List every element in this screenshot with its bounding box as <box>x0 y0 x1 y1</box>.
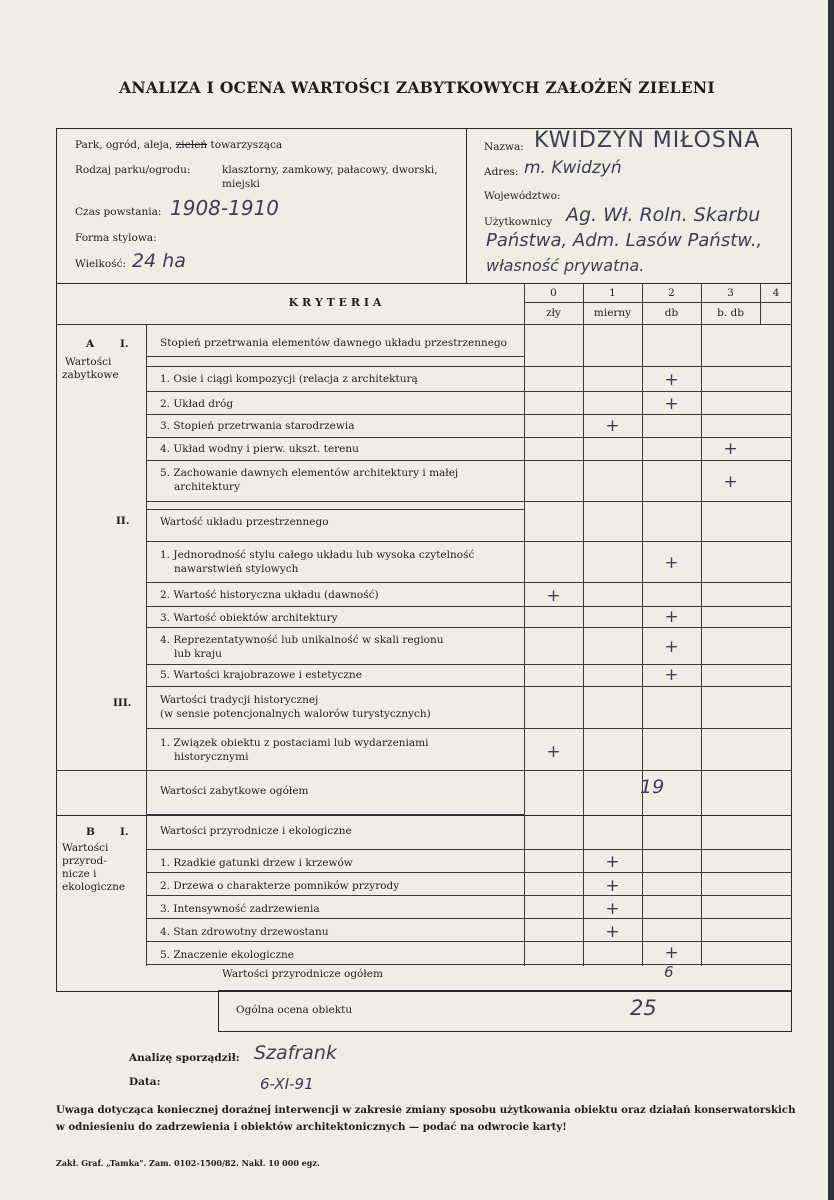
data-value: 6-XI-91 <box>260 1075 314 1093</box>
criterion-a2-4-cont: lub kraju <box>174 648 222 660</box>
overall-label: Ogólna ocena obiektu <box>236 1004 353 1016</box>
score-row-line-0 <box>524 366 792 367</box>
score-row-line-15 <box>524 872 792 873</box>
uwaga-line-2: w odniesieniu do zadrzewienia i obiektów architektonicznych — podać na odwrocie karty! <box>56 1121 567 1133</box>
overall-value: 25 <box>630 996 657 1020</box>
score-mark-section-a-sub2-items-1: + <box>664 553 679 573</box>
section-a-sub2-title: Wartość układu przestrzennego <box>160 516 329 528</box>
score-row-line-2 <box>524 414 792 415</box>
criterion-b1-4: 4. Stan zdrowotny drzewostanu <box>160 926 329 938</box>
row-line-5 <box>146 460 524 461</box>
row-line-3 <box>146 414 524 415</box>
category-column-line <box>146 324 147 966</box>
score-label-3: b. db <box>717 307 744 319</box>
score-row-line-6 <box>524 541 792 542</box>
col-line-1 <box>583 284 584 966</box>
row-line-16 <box>146 849 524 850</box>
score-row-line-14 <box>524 849 792 850</box>
rodzaj-label: Rodzaj parku/ogrodu: <box>75 164 191 176</box>
score-num-4: 4 <box>772 287 780 299</box>
section-b-title-4: ekologiczne <box>62 881 126 893</box>
score-mark-section-b-sub1-items-2: + <box>605 876 620 896</box>
header-mid-line <box>524 302 792 303</box>
wojewodztwo-label: Województwo: <box>484 190 561 202</box>
data-label: Data: <box>129 1076 161 1088</box>
score-row-line-4 <box>524 460 792 461</box>
section-b-title-2: przyrod- <box>62 855 107 867</box>
header-bottom-line <box>56 324 792 325</box>
score-mark-section-a-sub1-items-2: + <box>664 394 679 414</box>
criterion-a1-5: 5. Zachowanie dawnych elementów architektury i małej <box>160 467 459 479</box>
criterion-a2-3: 3. Wartość obiektów architektury <box>160 612 338 624</box>
uzytkownicy-label: Użytkownicy <box>484 216 553 228</box>
score-num-3: 3 <box>727 287 734 299</box>
score-label-2: db <box>664 307 679 319</box>
score-num-0: 0 <box>550 287 557 299</box>
criterion-a2-5: 5. Wartości krajobrazowe i estetyczne <box>160 669 362 681</box>
section-a-total-value: 19 <box>640 776 665 798</box>
section-b-title-3: nicze i <box>62 868 97 880</box>
row-line-total-a-top <box>56 770 792 771</box>
criterion-a2-2: 2. Wartość historyczna układu (dawność) <box>160 589 379 601</box>
czas-value: 1908-1910 <box>170 196 280 220</box>
adres-value: m. Kwidzyń <box>524 158 622 178</box>
score-row-line-16 <box>524 895 792 896</box>
wielkosc-label: Wielkość: <box>75 258 127 270</box>
score-num-2: 2 <box>668 287 675 299</box>
section-b-title-1: Wartości <box>62 842 109 854</box>
criterion-a1-3: 3. Stopień przetrwania starodrzewia <box>160 420 355 432</box>
info-divider <box>466 128 467 284</box>
score-mark-section-a-sub2-items-3: + <box>664 607 679 627</box>
nazwa-label: Nazwa: <box>484 141 524 153</box>
section-a-sub3-title-1: Wartości tradycji historycznej <box>160 694 319 706</box>
section-b-total-value: 6 <box>664 963 674 981</box>
score-mark-section-a-sub1-items-5: + <box>723 472 738 492</box>
score-row-line-1 <box>524 391 792 392</box>
row-line-sub3 <box>146 686 792 687</box>
form-title: ANALIZA I OCENA WARTOŚCI ZABYTKOWYCH ZAŁOŻEŃ ZIELENI <box>119 78 715 97</box>
score-row-line-5 <box>524 501 792 502</box>
score-mark-section-b-sub1-items-3: + <box>605 899 620 919</box>
row-line-6 <box>146 501 524 502</box>
criterion-a2-4: 4. Reprezentatywność lub unikalność w skali regionu <box>160 634 444 646</box>
criterion-a1-1: 1. Osie i ciągi kompozycji (relacja z architekturą <box>160 373 418 385</box>
row-line-15 <box>146 814 524 815</box>
section-a-roman-2: II. <box>116 515 130 527</box>
row-line-sub2 <box>146 509 524 510</box>
section-a-sub3-title-2: (w sensie potencjonalnych walorów turystycznych) <box>160 708 431 720</box>
score-num-1: 1 <box>609 287 616 299</box>
score-row-line-10 <box>524 664 792 665</box>
score-mark-section-b-sub1-items-1: + <box>605 852 620 872</box>
uzytkownicy-value-3: własność prywatna. <box>486 256 645 275</box>
kryteria-heading: K R Y T E R I A <box>288 296 382 309</box>
score-mark-section-a-sub1-items-4: + <box>723 439 738 459</box>
score-row-line-8 <box>524 606 792 607</box>
score-mark-section-a-sub2-items-5: + <box>664 665 679 685</box>
rodzaj-options-1: klasztorny, zamkowy, pałacowy, dworski, <box>222 164 438 176</box>
park-label: Park, ogród, aleja, zieleń towarzysząca <box>75 139 283 151</box>
criterion-b1-3: 3. Intensywność zadrzewienia <box>160 903 320 915</box>
score-mark-section-a-sub1-items-1: + <box>664 370 679 390</box>
wielkosc-value: 24 ha <box>132 250 186 272</box>
section-b-letter: B <box>86 826 95 838</box>
criterion-a2-1-cont: nawarstwień stylowych <box>174 563 299 575</box>
score-label-1: mierny <box>593 307 632 319</box>
section-b-sub1-title: Wartości przyrodnicze i ekologiczne <box>160 825 352 837</box>
analize-label: Analizę sporządził: <box>129 1052 240 1064</box>
score-row-line-17 <box>524 918 792 919</box>
row-line-9 <box>146 606 524 607</box>
score-mark-section-b-sub1-items-4: + <box>605 922 620 942</box>
score-mark-section-a-sub2-items-2: + <box>546 586 561 606</box>
section-a-title-1: Wartości <box>65 356 112 368</box>
section-a-roman: I. <box>120 338 129 350</box>
criterion-a1-5-cont: architektury <box>174 481 241 493</box>
row-line-20 <box>146 941 524 942</box>
row-line-10 <box>146 627 524 628</box>
criterion-a3-1: 1. Związek obiektu z postaciami lub wydarzeniami <box>160 737 429 749</box>
row-line-18 <box>146 895 524 896</box>
criterion-a1-4: 4. Układ wodny i pierw. ukszt. terenu <box>160 443 359 455</box>
print-info: Zakł. Graf. „Tamka". Zam. 0102-1500/82. Nakł. 10 000 egz. <box>56 1158 320 1168</box>
row-line-17 <box>146 872 524 873</box>
col-line-3 <box>701 284 702 966</box>
row-line-2 <box>146 391 524 392</box>
section-divider-ab <box>56 815 792 816</box>
section-a-title-2: zabytkowe <box>62 369 119 381</box>
nazwa-value: KWIDZYN MIŁOSNA <box>534 128 761 153</box>
col-line-0 <box>524 284 525 966</box>
row-line-13 <box>146 728 524 729</box>
score-label-0: zły <box>546 307 561 319</box>
forma-label: Forma stylowa: <box>75 232 157 244</box>
page-edge <box>828 0 834 1200</box>
criterion-a2-1: 1. Jednorodność stylu całego układu lub wysoka czytelność <box>160 549 475 561</box>
row-line-19 <box>146 918 524 919</box>
section-b-total-label: Wartości przyrodnicze ogółem <box>222 968 383 980</box>
criterion-a1-2: 2. Układ dróg <box>160 398 234 410</box>
row-line-0 <box>146 356 524 357</box>
section-a-roman-3: III. <box>113 697 132 709</box>
section-a-letter: A <box>86 338 95 350</box>
score-mark-section-b-sub1-items-5: + <box>664 943 679 963</box>
section-a-total-label: Wartości zabytkowe ogółem <box>160 785 309 797</box>
analize-signature: Szafrank <box>254 1042 337 1064</box>
score-row-line-12 <box>524 728 792 729</box>
col-line-2 <box>642 284 643 966</box>
row-line-1 <box>146 366 524 367</box>
score-mark-section-a-sub1-items-3: + <box>605 416 620 436</box>
czas-label: Czas powstania: <box>75 206 162 218</box>
score-mark-section-a-sub3-items-1: + <box>546 742 561 762</box>
uzytkownicy-value-1: Ag. Wł. Roln. Skarbu <box>566 204 761 226</box>
row-line-11 <box>146 664 524 665</box>
adres-label: Adres: <box>484 166 519 178</box>
criterion-b1-1: 1. Rzadkie gatunki drzew i krzewów <box>160 857 353 869</box>
uwaga-line-1: Uwaga dotycząca koniecznej doraźnej interwencji w zakresie zmiany sposobu użytkowania obiektu oraz działań konserwatorskich <box>56 1104 796 1116</box>
park-struck-word: zieleń <box>175 139 208 151</box>
criterion-b1-5: 5. Znaczenie ekologiczne <box>160 949 295 961</box>
row-line-7 <box>146 541 524 542</box>
row-line-8 <box>146 582 524 583</box>
section-a-sub1-title: Stopień przetrwania elementów dawnego układu przestrzennego <box>160 337 507 349</box>
info-bottom-line <box>56 283 792 284</box>
score-row-line-9 <box>524 627 792 628</box>
row-line-4 <box>146 437 524 438</box>
score-mark-section-a-sub2-items-4: + <box>664 637 679 657</box>
criterion-b1-2: 2. Drzewa o charakterze pomników przyrody <box>160 880 400 892</box>
uzytkownicy-value-2: Państwa, Adm. Lasów Państw., <box>486 230 763 251</box>
row-line-total-b-top <box>146 964 792 965</box>
score-row-line-7 <box>524 582 792 583</box>
criterion-a3-1-cont: historycznymi <box>174 751 249 763</box>
score-row-line-3 <box>524 437 792 438</box>
score-row-line-18 <box>524 941 792 942</box>
rodzaj-options-2: miejski <box>222 178 260 190</box>
section-b-roman: I. <box>120 826 129 838</box>
